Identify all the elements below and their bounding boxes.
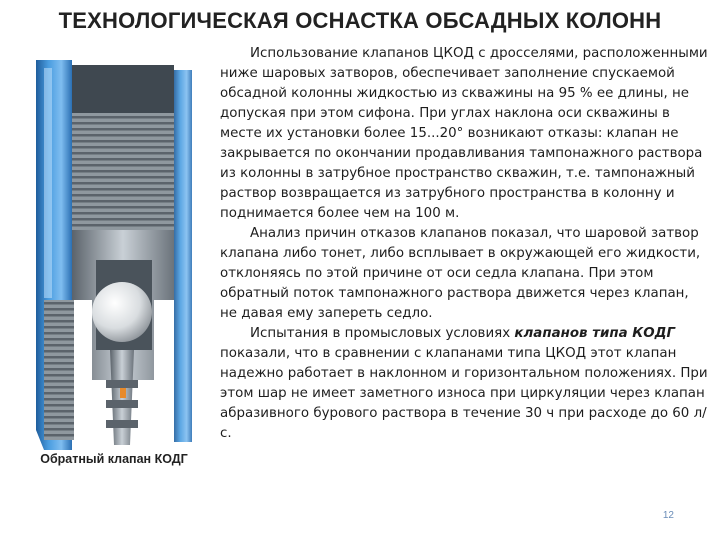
paragraph-1: Использование клапанов ЦКОД с дросселями, расположенными ниже шаровых затворов, обеспечивает заполнение спускаемой обсадной колонны жидкостью из скважины на 95 % ее длины, не допуская при этом сифона. При углах наклона оси скважины в месте их установки более 15...20° возникают отказы: клапан не закрывается по окончании продавливания тампонажного раствора из колонны в затрубное пространство скважин, т.е. тампонажный раствор возвращается из затрубного пространства в колонну и поднимается более чем на 100 м. [220,46,708,221]
check-ball [92,282,152,342]
paragraph-2: Анализ причин отказов клапанов показал, что шаровой затвор клапана либо тонет, либо всплывает в окружающей его жидкости, отклоняясь по этой причине от оси седла клапана. При этом обратный поток тампонажного раствора движется через клапан, не давая ему запереть седло. [220,226,701,321]
body-text [220,44,708,444]
figure-caption: Обратный клапан КОДГ [40,452,188,466]
paragraph-3 [220,324,708,444]
slide-title: ТЕХНОЛОГИЧЕСКАЯ ОСНАСТКА ОБСАДНЫХ КОЛОНН [58,8,662,33]
paragraph-3-rest: показали, что в сравнении с клапанами типа ЦКОД этот клапан надежно работает в наклонном и горизонтальном положениях. При этом шар не имеет заметного износа при циркуляции через клапан абразивного бурового раствора в течение 30 ч при расходе до 60 л/с. [220,346,708,441]
spring-element [120,388,126,398]
casing-right [174,70,192,442]
lower-threads [44,300,74,440]
page-number: 12 [662,510,674,521]
valve-illustration [14,50,204,470]
paragraph-3-emphasis: клапанов типа КОДГ [514,326,676,341]
paragraph-3-intro: Испытания в промысловых условиях [250,326,515,341]
upper-threads [72,110,174,230]
